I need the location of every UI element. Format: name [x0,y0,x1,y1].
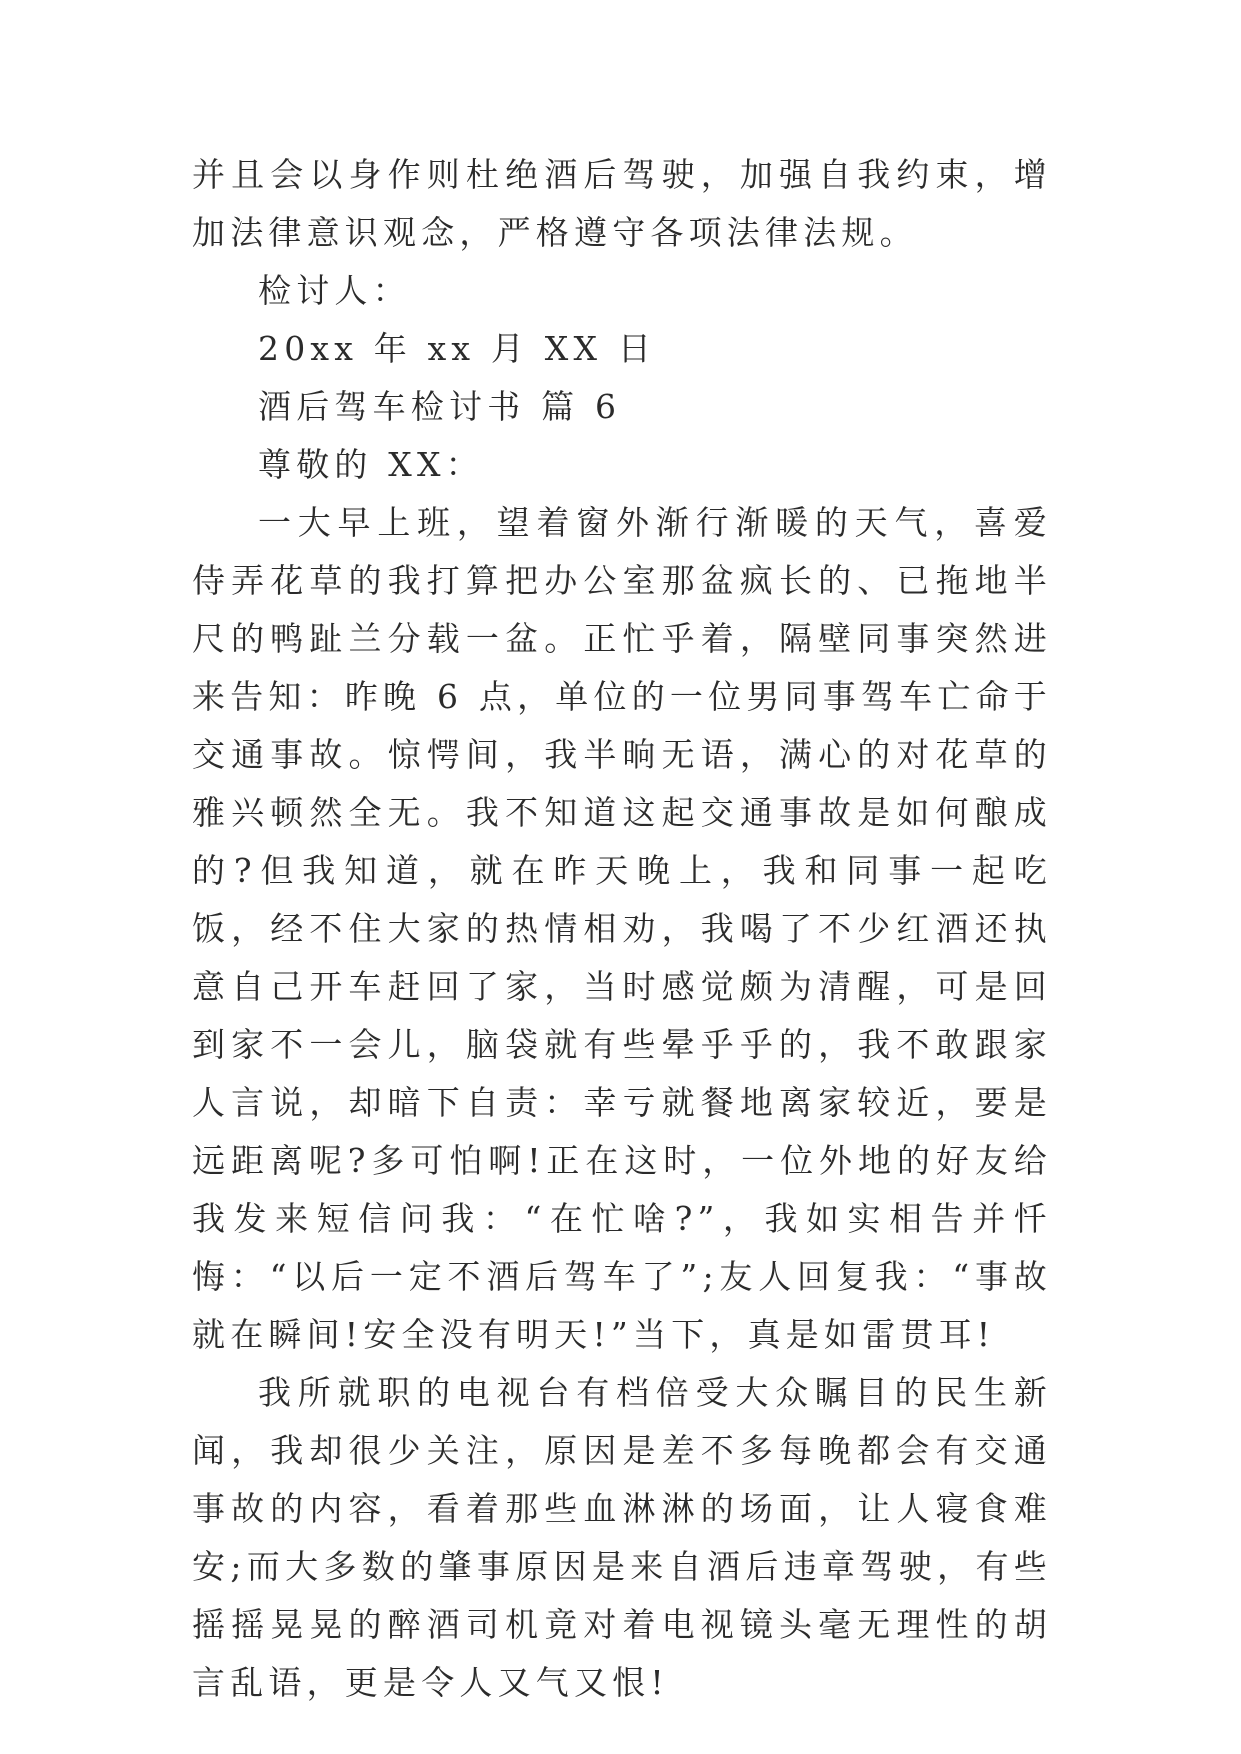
salutation: 尊敬的 XX： [258,445,484,484]
paragraph-pledge-continuation: 并且会以身作则杜绝酒后驾驶，加强自我约束，增加法律意识观念，严格遵守各项法律法规。 [192,155,1052,252]
paragraph-body-2: 我所就职的电视台有档倍受大众瞩目的民生新闻，我却很少关注，原因是差不多每晚都会有交通事故的内容，看着那些血淋淋的场面，让人寝食难安;而大多数的肇事原因是来自酒后违章驾驶，有些摇摇晃晃的醉酒司机竟对着电视镜头毫无理性的胡言乱语，更是令人又气又恨! [192,1373,1052,1702]
paragraph-body-1: 一大早上班，望着窗外渐行渐暖的天气，喜爱侍弄花草的我打算把办公室那盆疯长的、已拖地半尺的鸭趾兰分载一盆。正忙乎着，隔壁同事突然进来告知：昨晚 6 点，单位的一位男同事驾车亡命于交通事故。惊愕间，我半晌无语，满心的对花草的雅兴顿然全无。我不知道这起交通事故是如何酿成的?但我知道，就在昨天晚上，我和同事一起吃饭，经不住大家的热情相劝，我喝了不少红酒还执意自己开车赶回了家，当时感觉颇为清醒，可是回到家不一会儿，脑袋就有些晕乎乎的，我不敢跟家人言说，却暗下自责：幸亏就餐地离家较近，要是远距离呢?多可怕啊!正在这时，一位外地的好友给我发来短信问我：“在忙啥?”，我如实相告并忏悔：“以后一定不酒后驾车了”;友人回复我：“事故就在瞬间!安全没有明天!”当下，真是如雷贯耳! [192,503,1052,1354]
section-title: 酒后驾车检讨书 篇 6 [258,387,622,426]
document-body [192,146,1052,1712]
signature-date: 20xx 年 xx 月 XX 日 [258,329,657,368]
signature-label: 检讨人： [258,271,411,310]
